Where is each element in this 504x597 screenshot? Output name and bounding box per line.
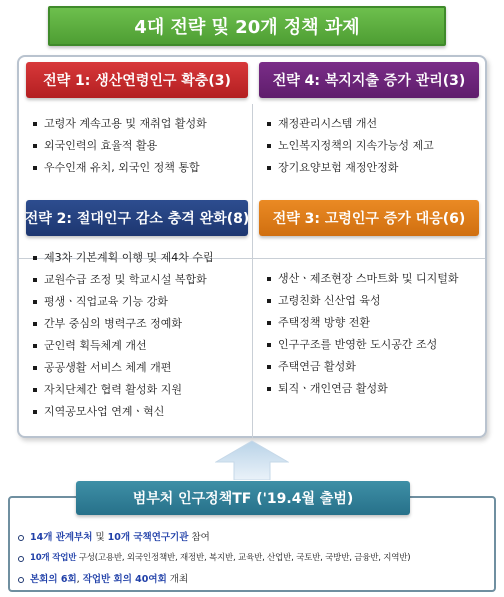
ring-bullet-icon <box>18 577 24 583</box>
square-bullet-icon <box>33 388 37 392</box>
square-bullet-icon <box>33 166 37 170</box>
square-bullet-icon <box>33 322 37 326</box>
list-item-text: 인구구조를 반영한 도시공간 조성 <box>278 338 438 351</box>
list-item-text: 군인력 획득체계 개선 <box>44 339 147 352</box>
strategy-3-header: 전략 3: 고령인구 증가 대응(6) <box>259 200 479 236</box>
square-bullet-icon <box>33 366 37 370</box>
list-item <box>33 401 214 423</box>
square-bullet-icon <box>33 256 37 260</box>
workgroup-meetings-count: 작업반 회의 40여회 <box>82 574 167 585</box>
list-item <box>267 290 459 312</box>
strategy-2-header: 전략 2: 절대인구 감소 충격 완화(8) <box>26 200 248 236</box>
taskforce-details <box>18 527 410 590</box>
list-item-text: 우수인재 유치, 외국인 정책 통합 <box>44 161 200 174</box>
strategy-4-list <box>267 113 434 179</box>
square-bullet-icon <box>267 387 271 391</box>
list-item-text: 자치단체간 협력 활성화 지원 <box>44 383 183 396</box>
list-item-text: 제3차 기본계획 이행 및 제4차 수립 <box>44 251 214 264</box>
list-item <box>267 334 459 356</box>
workgroups-detail: 구성(고용반, 외국인정책반, 재정반, 복지반, 교육반, 산업반, 국토반, 국방반, 금융반, 지역반) <box>76 553 411 563</box>
square-bullet-icon <box>33 410 37 414</box>
square-bullet-icon <box>267 166 271 170</box>
list-item <box>33 247 214 269</box>
page-title: 4대 전략 및 20개 정책 과제 <box>48 6 446 46</box>
taskforce-line-3 <box>18 569 410 590</box>
list-item-text: 주택정책 방향 전환 <box>278 316 371 329</box>
list-item-text: 고령자 계속고용 및 재취업 활성화 <box>44 117 207 130</box>
taskforce-line-2 <box>18 548 410 569</box>
square-bullet-icon <box>33 122 37 126</box>
vertical-divider <box>252 104 253 438</box>
list-item <box>267 135 434 157</box>
strategy-4-header: 전략 4: 복지지출 증가 관리(3) <box>259 62 479 98</box>
list-item-text: 간부 중심의 병력구조 정예화 <box>44 317 183 330</box>
square-bullet-icon <box>33 344 37 348</box>
connector-text: 참여 <box>188 532 210 543</box>
list-item-text: 노인복지정책의 지속가능성 제고 <box>278 139 434 152</box>
list-item <box>267 113 434 135</box>
strategy-1-header: 전략 1: 생산연령인구 확충(3) <box>26 62 248 98</box>
square-bullet-icon <box>267 299 271 303</box>
institutes-count: 10개 국책연구기관 <box>107 532 189 543</box>
workgroups-count: 10개 작업반 <box>30 553 77 563</box>
square-bullet-icon <box>267 343 271 347</box>
square-bullet-icon <box>267 144 271 148</box>
list-item <box>33 379 214 401</box>
plenary-count: 본회의 6회 <box>30 574 77 585</box>
list-item-text: 생산ㆍ제조현장 스마트화 및 디지털화 <box>278 272 459 285</box>
list-item <box>33 113 207 135</box>
square-bullet-icon <box>267 321 271 325</box>
square-bullet-icon <box>33 278 37 282</box>
taskforce-line-1 <box>18 527 410 548</box>
strategy-1-list <box>33 113 207 179</box>
list-item <box>33 357 214 379</box>
ring-bullet-icon <box>18 556 24 562</box>
list-item <box>33 291 214 313</box>
list-item-text: 주택연금 활성화 <box>278 360 356 373</box>
strategy-2-list <box>33 247 214 423</box>
taskforce-title: 범부처 인구정책TF ('19.4월 출범) <box>76 481 410 515</box>
list-item-text: 외국인력의 효율적 활용 <box>44 139 158 152</box>
square-bullet-icon <box>267 277 271 281</box>
list-item <box>267 312 459 334</box>
list-item-text: 고령친화 신산업 육성 <box>278 294 381 307</box>
list-item-text: 장기요양보험 재정안정화 <box>278 161 399 174</box>
list-item <box>267 157 434 179</box>
list-item <box>267 378 459 400</box>
connector-text: , <box>76 574 83 585</box>
connector-text: 개최 <box>166 574 189 585</box>
list-item <box>267 356 459 378</box>
list-item-text: 재정관리시스템 개선 <box>278 117 378 130</box>
ring-bullet-icon <box>18 535 24 541</box>
list-item <box>33 157 207 179</box>
strategy-panel <box>17 55 487 438</box>
connector-text: 및 <box>92 532 108 543</box>
list-item <box>33 269 214 291</box>
list-item-text: 지역공모사업 연계ㆍ혁신 <box>44 405 165 418</box>
square-bullet-icon <box>267 122 271 126</box>
list-item-text: 평생ㆍ직업교육 기능 강화 <box>44 295 168 308</box>
list-item-text: 교원수급 조정 및 학교시설 복합화 <box>44 273 207 286</box>
ministries-count: 14개 관계부처 <box>30 532 93 543</box>
list-item <box>267 268 459 290</box>
list-item <box>33 135 207 157</box>
list-item-text: 퇴직ㆍ개인연금 활성화 <box>278 382 388 395</box>
list-item <box>33 313 214 335</box>
square-bullet-icon <box>267 365 271 369</box>
strategy-3-list <box>267 268 459 400</box>
square-bullet-icon <box>33 144 37 148</box>
list-item <box>33 335 214 357</box>
up-arrow-icon <box>215 440 289 480</box>
list-item-text: 공공생활 서비스 체계 개편 <box>44 361 172 374</box>
square-bullet-icon <box>33 300 37 304</box>
